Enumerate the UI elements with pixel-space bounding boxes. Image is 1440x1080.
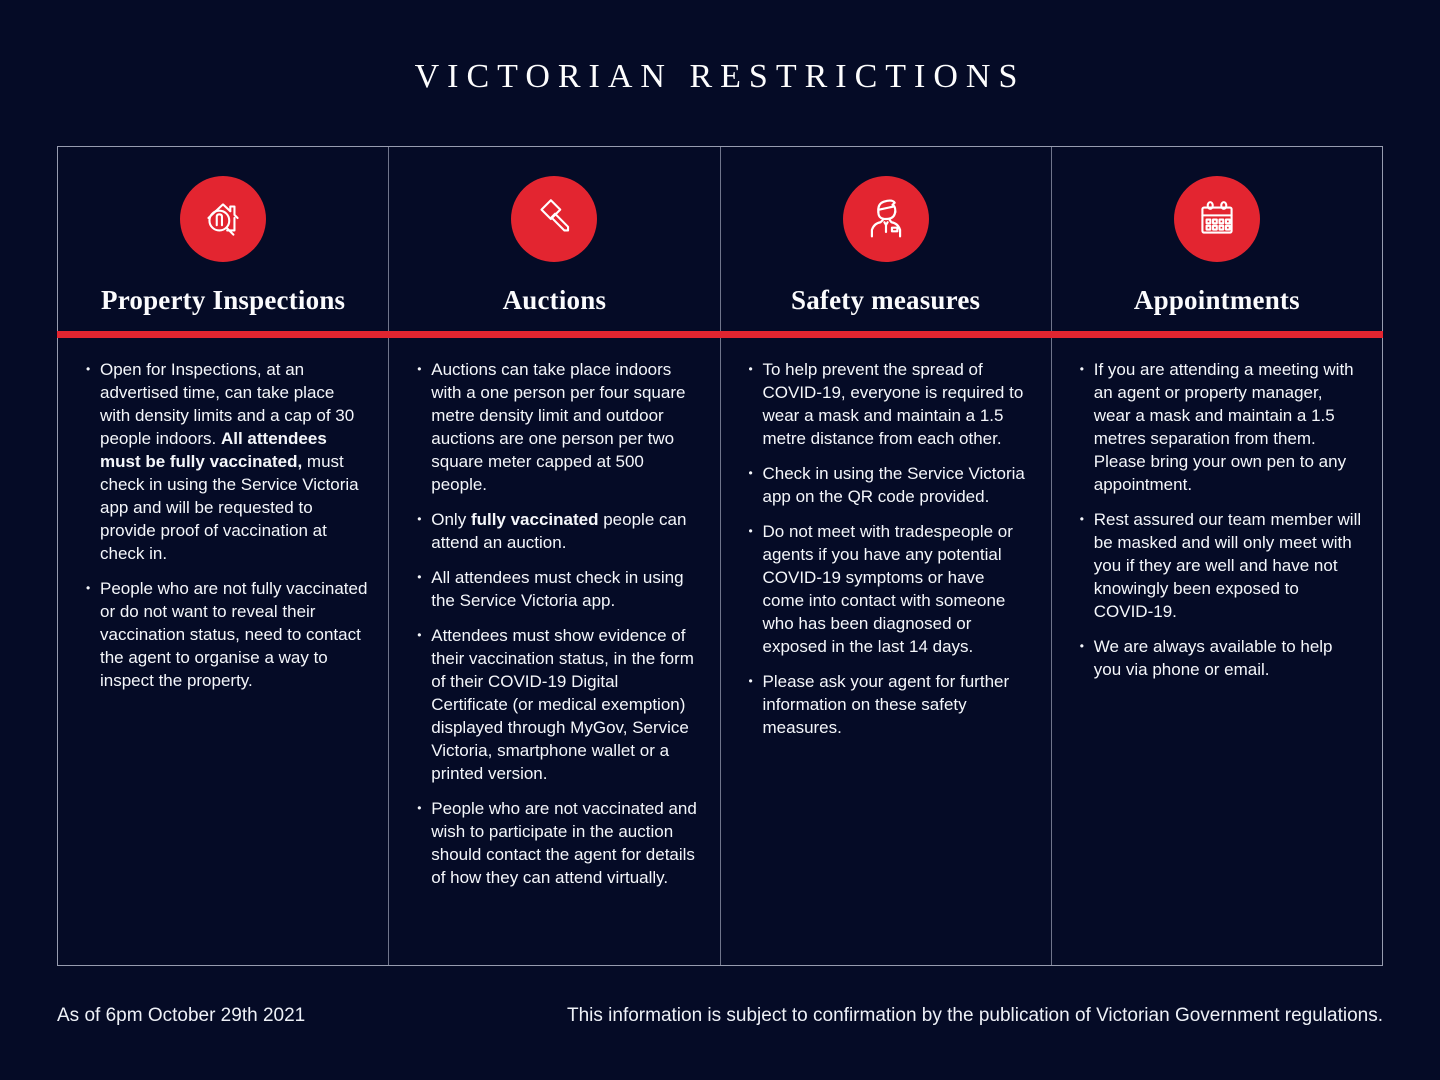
column-body — [721, 338, 1051, 965]
column-auctions — [389, 147, 720, 965]
bullet-item: • Open for Inspections, at an advertised time, can take place with density limits and a cap of 30 people indoors. All attendees must be fully vaccinated, must check in using the Service Victoria app and will be requested to provide proof of vaccination at check in. — [86, 358, 368, 565]
masked-agent-icon — [843, 176, 929, 262]
bullet-item: • Attendees must show evidence of their vaccination status, in the form of their COVID-19 Digital Certificate (or medical exemption) displayed through MyGov, Service Victoria, smartphone wallet or a printed version. — [417, 624, 699, 785]
bullet-list — [417, 358, 699, 889]
bullet-item: • All attendees must check in using the Service Victoria app. — [417, 566, 699, 612]
bullet-list — [749, 358, 1031, 739]
bullet-item: • Do not meet with tradespeople or agents if you have any potential COVID-19 symptoms or have come into contact with someone who has been diagnosed or exposed in the last 14 days. — [749, 520, 1031, 658]
bullet-item: • Auctions can take place indoors with a one person per four square metre density limit and outdoor auctions are one person per two square meter capped at 500 people. — [417, 358, 699, 496]
bullet-item: • Rest assured our team member will be masked and will only meet with you if they are well and have not knowingly been exposed to COVID-19. — [1080, 508, 1362, 623]
bullet-item: • Please ask your agent for further information on these safety measures. — [749, 670, 1031, 739]
column-heading: Safety measures — [791, 285, 981, 315]
red-divider — [57, 331, 1383, 338]
bullet-item: • Only fully vaccinated people can attend an auction. — [417, 508, 699, 554]
column-body — [1052, 338, 1382, 965]
column-header — [1052, 147, 1382, 338]
footer-disclaimer: This information is subject to confirmation by the publication of Victorian Government regulations. — [566, 1005, 1383, 1026]
column-body — [389, 338, 719, 965]
column-property-inspections — [58, 147, 389, 965]
footer-date: As of 6pm October 29th 2021 — [57, 1005, 306, 1026]
page-title: VICTORIAN RESTRICTIONS — [414, 58, 1026, 95]
gavel-icon — [511, 176, 597, 262]
column-body — [58, 338, 388, 965]
column-header — [58, 147, 388, 338]
column-heading: Property Inspections — [101, 285, 346, 315]
bullet-list — [1080, 358, 1362, 681]
footer — [57, 1005, 1383, 1027]
bullet-item: • To help prevent the spread of COVID-19, everyone is required to wear a mask and maintain a 1.5 metre distance from each other. — [749, 358, 1031, 450]
column-appointments — [1052, 147, 1382, 965]
calendar-icon — [1174, 176, 1260, 262]
column-header — [721, 147, 1051, 338]
restrictions-table — [57, 146, 1383, 966]
bullet-item: • People who are not vaccinated and wish to participate in the auction should contact the agent for details of how they can attend virtually. — [417, 797, 699, 889]
column-safety-measures — [721, 147, 1052, 965]
column-heading: Appointments — [1133, 285, 1300, 315]
house-magnifier-icon — [180, 176, 266, 262]
bullet-list — [86, 358, 368, 692]
bullet-item: • People who are not fully vaccinated or do not want to reveal their vaccination status, need to contact the agent to organise a way to inspect the property. — [86, 577, 368, 692]
bullet-item: • If you are attending a meeting with an agent or property manager, wear a mask and maintain a 1.5 metres separation from them. Please bring your own pen to any appointment. — [1080, 358, 1362, 496]
bullet-item: • We are always available to help you via phone or email. — [1080, 635, 1362, 681]
bullet-item: • Check in using the Service Victoria app on the QR code provided. — [749, 462, 1031, 508]
column-heading: Auctions — [502, 285, 607, 315]
column-header — [389, 147, 719, 338]
